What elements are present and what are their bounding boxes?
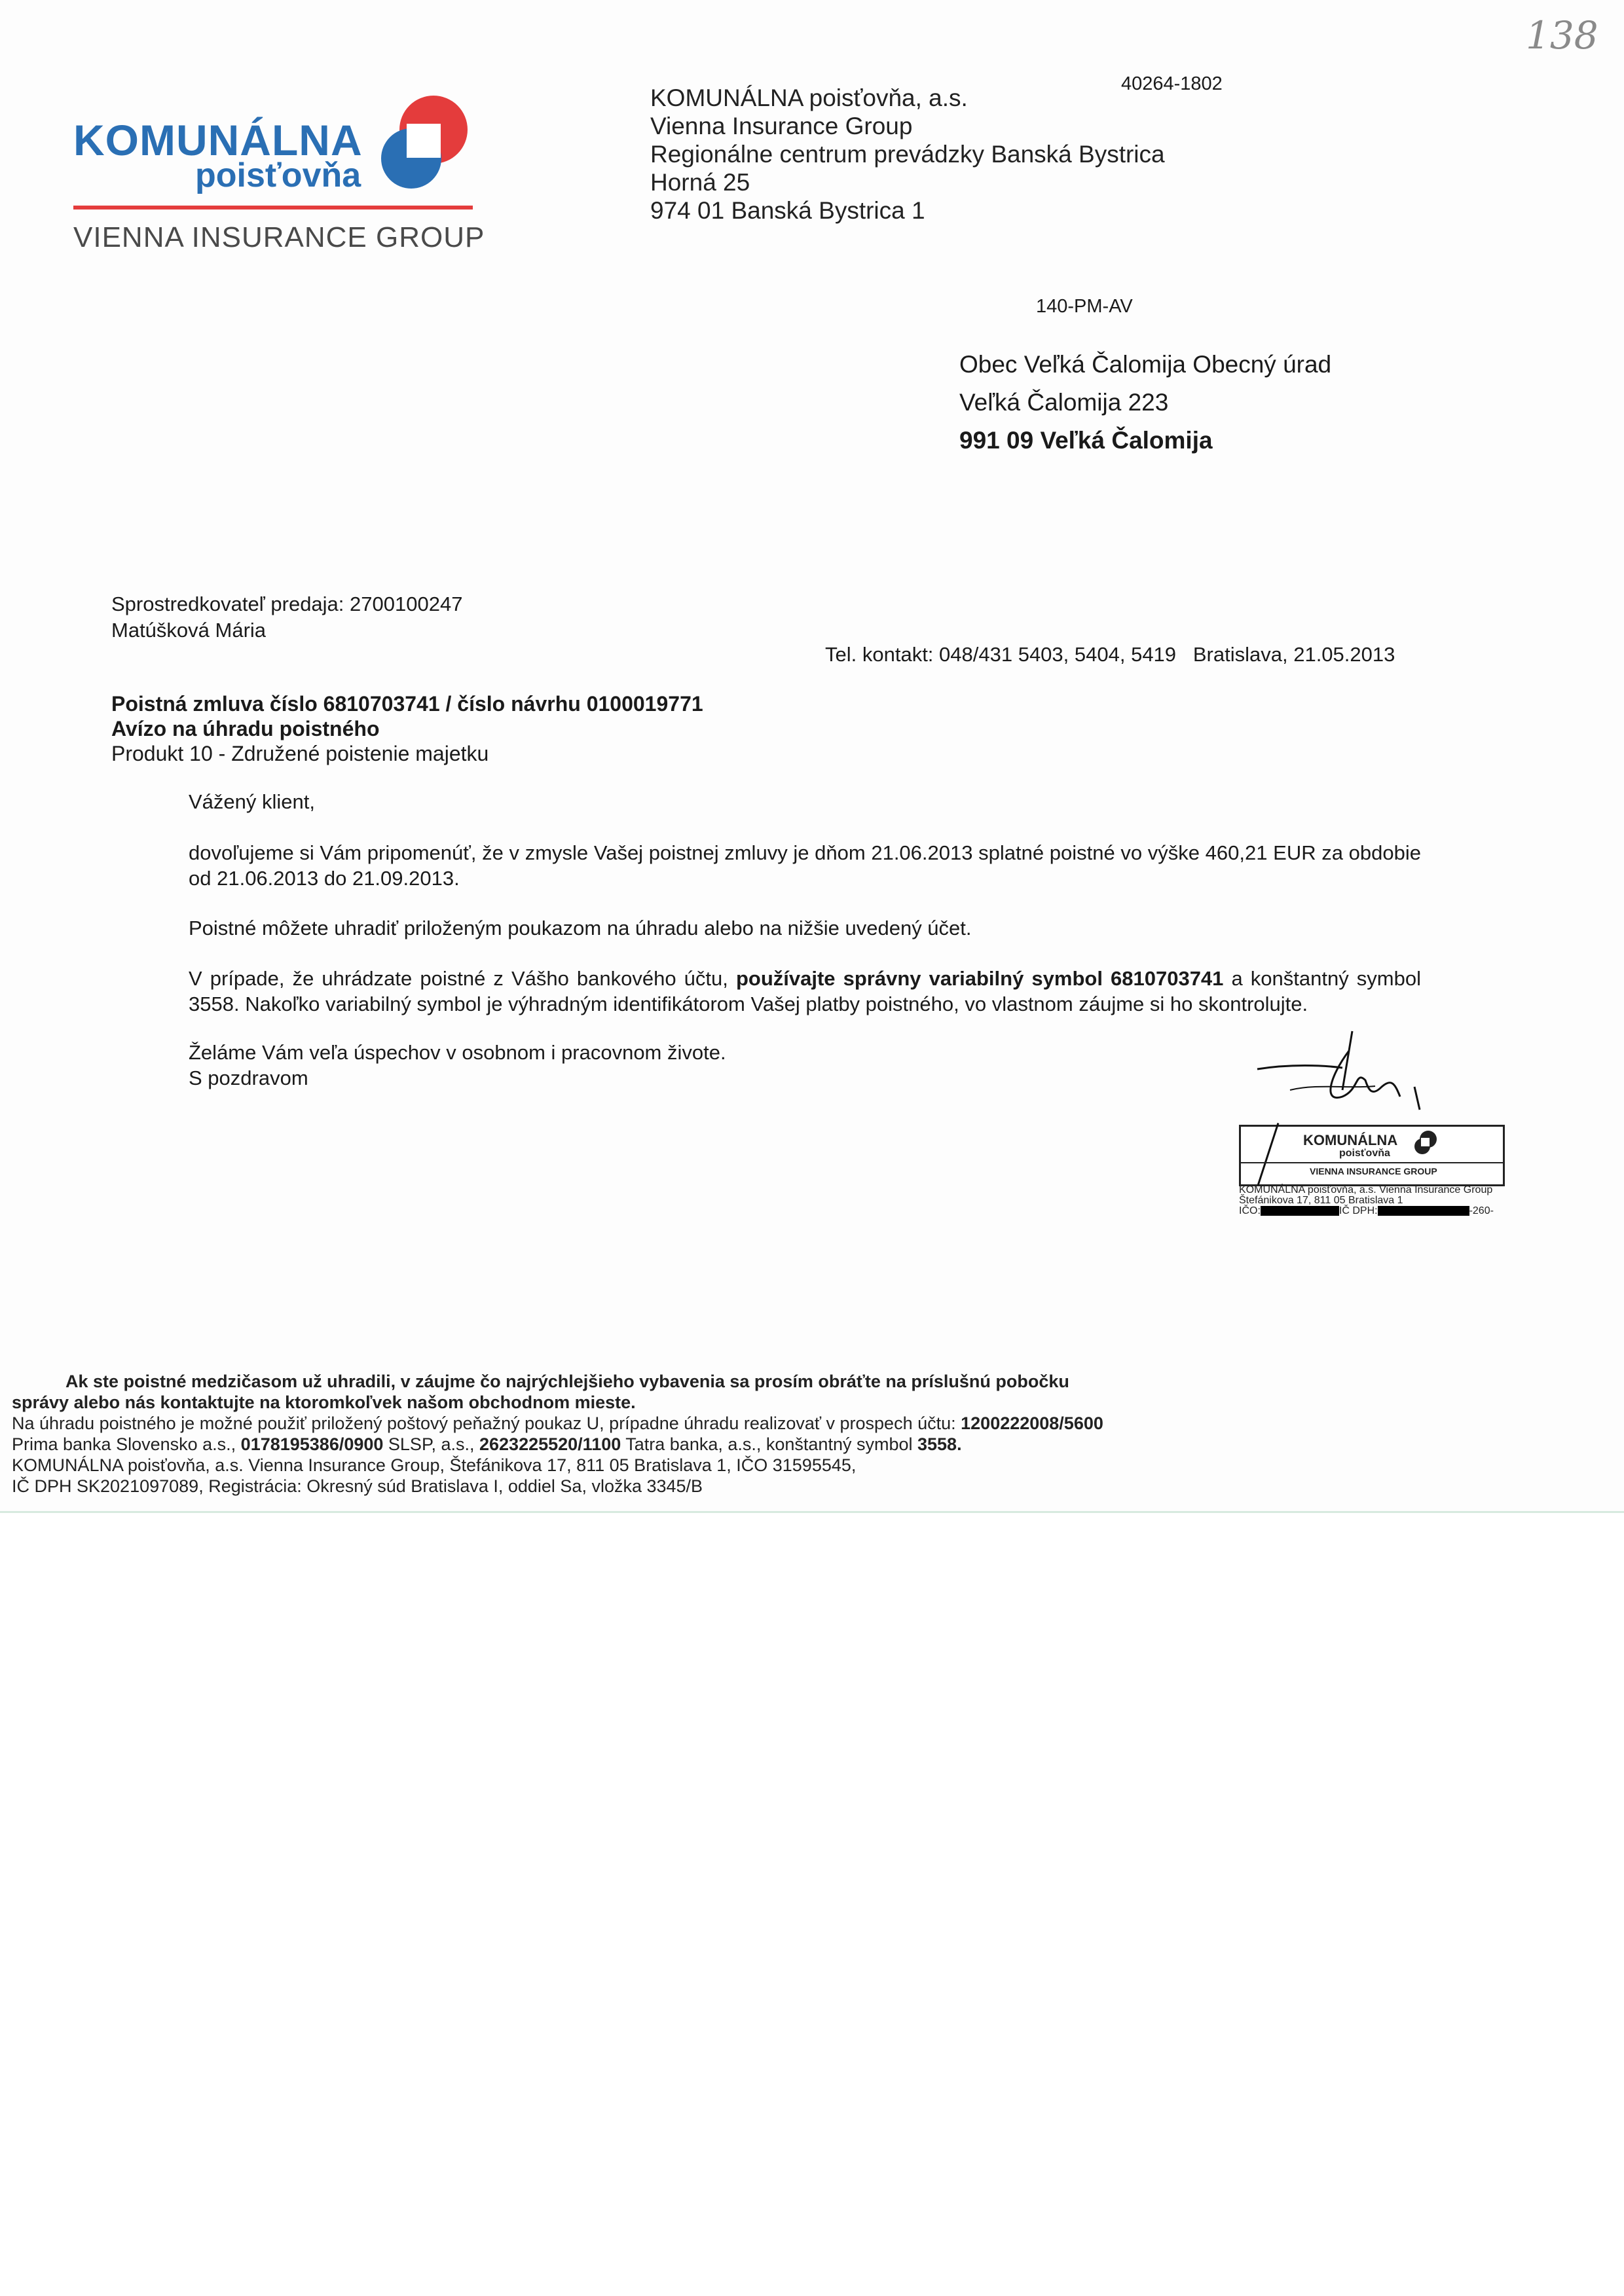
footer-account-line [12, 1413, 1103, 1434]
recipient-postal-line: 991 09 Veľká Čalomija [959, 427, 1213, 454]
greeting: Vážený klient, [189, 790, 315, 813]
sender-line: Vienna Insurance Group [650, 113, 913, 139]
paragraph-symbol [111, 966, 1421, 1017]
product-name: Produkt 10 - Združené poistenie majetku [111, 742, 489, 765]
stamp-tail: -260- [1469, 1205, 1494, 1216]
reference-code: 40264-1802 [1121, 73, 1223, 94]
footer-text: SLSP, a.s., [383, 1434, 479, 1454]
logo-divider [73, 206, 473, 210]
paragraph-payment [111, 915, 1421, 941]
contract-number: Poistná zmluva číslo 6810703741 / číslo návrhu 0100019771 [111, 692, 703, 716]
letter-body [111, 789, 1421, 814]
logo-company-sub: poisťovňa [195, 156, 361, 194]
contact-and-date: Tel. kontakt: 048/431 5403, 5404, 5419 Bratislava, 21.05.2013 [825, 643, 1395, 666]
footer-text: Prima banka Slovensko a.s., [12, 1434, 241, 1454]
agent-name: Matúšková Mária [111, 619, 267, 642]
recipient-line: Obec Veľká Čalomija Obecný úrad [959, 351, 1332, 378]
paragraph-due [111, 840, 1421, 891]
stamp-line1: KOMUNÁLNA poisťovňa, a.s. Vienna Insurance Group [1239, 1184, 1493, 1195]
footer-constant-symbol: 3558. [917, 1434, 962, 1454]
footer-text: Na úhradu poistného je možné použiť priložený poštový peňažný poukaz U, prípadne úhradu realizovať v prospech účtu: [12, 1413, 961, 1433]
footer-text: Tatra banka, a.s., konštantný symbol [621, 1434, 917, 1454]
recipient-code: 140-PM-AV [1036, 296, 1133, 317]
stamp-address [1239, 1185, 1494, 1216]
sender-line: 974 01 Banská Bystrica 1 [650, 197, 925, 224]
logo-group-name: VIENNA INSURANCE GROUP [73, 221, 485, 253]
footer-notice-2: správy alebo nás kontaktujte na ktoromkoľvek našom obchodnom mieste. [12, 1393, 636, 1412]
handwritten-signature [1251, 1018, 1473, 1129]
logo-mark-icon [373, 90, 478, 195]
agent-line: Sprostredkovateľ predaja: 2700100247 [111, 592, 463, 615]
company-stamp [1239, 1125, 1505, 1186]
page-edge [0, 1511, 1624, 1513]
agent-info [111, 591, 462, 644]
closing-wish: Želáme Vám veľa úspechov v osobnom i pracovnom živote. [189, 1041, 726, 1064]
symbol-text-a: V prípade, že uhrádzate poistné z Vášho bankového účtu, [189, 967, 736, 990]
footer-info [12, 1371, 1103, 1497]
stamp-dph-label: IČ DPH: [1338, 1205, 1378, 1216]
stamp-ids [1239, 1206, 1494, 1216]
notice-title: Avízo na úhradu poistného [111, 717, 380, 740]
paragraph-due-text: dovoľujeme si Vám pripomenúť, že v zmysle Vašej poistnej zmluvy je dňom 21.06.2013 splatné poistné vo výške 460,21 EUR za obdobie od 21.06.2013 do 21.09.2013. [189, 841, 1421, 890]
sender-line: Regionálne centrum prevádzky Banská Bystrica [650, 141, 1165, 168]
closing-block [111, 1040, 1421, 1091]
paragraph-payment-text: Poistné môžete uhradiť priloženým poukazom na úhradu alebo na nižšie uvedený účet. [189, 917, 972, 939]
sender-address [650, 84, 1165, 225]
footer-account: 1200222008/5600 [961, 1413, 1103, 1433]
symbol-text-c: a konštantný symbol 3558. Nakoľko variabilný symbol je výhradným identifikátorom Vašej platby poistného, vo vlastnom záujme si ho skontrolujte. [189, 967, 1422, 1015]
footer-banks-line [12, 1434, 1103, 1455]
footer-company-line: KOMUNÁLNA poisťovňa, a.s. Vienna Insurance Group, Štefánikova 17, 811 05 Bratislava 1, IČO 31595545, [12, 1455, 857, 1475]
stamp-ico-label: IČO: [1239, 1205, 1261, 1216]
stamp-logo-sub: poisťovňa [1339, 1148, 1390, 1159]
stamp-logo-name: KOMUNÁLNA [1303, 1132, 1398, 1148]
subject-block [111, 691, 703, 766]
sender-line: KOMUNÁLNA poisťovňa, a.s. [650, 84, 968, 111]
variable-symbol: používajte správny variabilný symbol 6810703741 [735, 967, 1224, 990]
sender-line: Horná 25 [650, 169, 750, 196]
redacted-ico [1261, 1206, 1339, 1216]
footer-notice-1: Ak ste poistné medzičasom už uhradili, v záujme čo najrýchlejšieho vybavenia sa prosím obráťte na príslušnú pobočku [65, 1372, 1069, 1391]
footer-registration-line: IČ DPH SK2021097089, Registrácia: Okresný súd Bratislava I, oddiel Sa, vložka 3345/B [12, 1476, 703, 1496]
stamp-line2: Štefánikova 17, 811 05 Bratislava 1 [1239, 1195, 1403, 1206]
footer-account: 0178195386/0900 [240, 1434, 384, 1454]
footer-account: 2623225520/1100 [479, 1434, 621, 1454]
logo-company-name: KOMUNÁLNA [73, 116, 363, 164]
paragraph-symbol-text [111, 966, 1421, 1017]
closing-regards: S pozdravom [189, 1066, 308, 1089]
stamp-logo-icon [1412, 1129, 1439, 1156]
handwritten-page-number: 138 [1526, 13, 1598, 58]
recipient-line: Veľká Čalomija 223 [959, 389, 1169, 416]
recipient-address [959, 346, 1331, 460]
redacted-dph [1378, 1206, 1469, 1216]
stamp-group: VIENNA INSURANCE GROUP [1310, 1166, 1437, 1176]
